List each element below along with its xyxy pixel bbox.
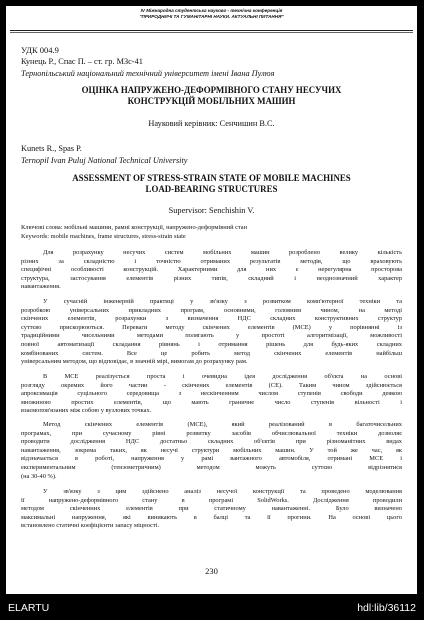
supervisor-en: Supervisor: Senchishin V. [168, 206, 255, 215]
header-rule [10, 30, 413, 31]
paragraph-line: встановлено статичні коефіцієнти запасу міцності. [21, 522, 160, 530]
paragraph-2 [21, 298, 402, 367]
paragraph-line: навантаження, зокрема таких, як несучі структури мобільних машин. У той же час, як [21, 446, 402, 454]
keywords-ua: Ключові слова: мобільні машини, рамні конструкції, напружено-деформівний стан [21, 224, 248, 231]
paragraph-line: розгляду окремих його частин - скінчених елементів (СЕ). Таким чином здійснюється [21, 381, 402, 389]
paragraph-5 [21, 488, 402, 531]
title-ua-line-2: КОНСТРУКЦІЙ МОБІЛЬНИХ МАШИН [127, 96, 296, 106]
paragraph-line: У сучасній інженерній практиці у зв'язку з розвитком комп'ютерної техніки та [43, 298, 402, 305]
paragraph-line: У зв'язку з цим здійснено аналіз несучої конструкції та проведено моделювання [43, 488, 402, 495]
header-rule-thin [10, 32, 413, 33]
authors-en: Kunets R., Spas P. [21, 144, 82, 153]
authors-ua: Кунець Р., Спас П. – ст. гр. МЗс-41 [21, 57, 143, 66]
repository-label: ELARTU [8, 602, 50, 614]
title-en-line-1: ASSESSMENT OF STRESS-STRAIN STATE OF MOBILE MACHINES [72, 173, 351, 183]
paragraph-line: множиною простих елементів, що мають граничне число ступенів вільності і [21, 398, 402, 406]
paragraph-line: В МСЕ реалізується проста і очевидна ідея дослідження об'єкта на основі [43, 373, 402, 380]
title-ua [6, 85, 417, 107]
conference-header-line-2: "ПРИРОДНИЧІ ТА ГУМАНІТАРНІ НАУКИ. АКТУАЛЬНІ ПИТАННЯ" [139, 14, 284, 19]
paragraph-line: програмах, при сучасному рівні розвитку засобів обчислювальної техніки дозволяє [21, 429, 402, 437]
paragraph-line: навантаження. [21, 283, 61, 291]
keywords-en: Keywords: mobile machines, frame structures, stress-strain state [21, 233, 186, 240]
paragraph-line: суттєво прискорюються. Переваги методу скінчених елементів (МСЕ) у порівнянні із [21, 323, 402, 331]
title-ua-line-1: ОЦІНКА НАПРУЖЕНО-ДЕФОРМІВНОГО СТАНУ НЕСУЧИХ [81, 85, 342, 95]
paragraph-line: Для розрахунку несучих систем мобільних машин розроблено велику кількість [43, 249, 402, 256]
conference-header [6, 8, 417, 20]
paragraph-line: повної автоматизації складання рівнянь і отримання рішень для будь-яких складних [21, 340, 402, 348]
title-en [6, 173, 417, 195]
paragraph-line: (на 30-40 %). [21, 472, 57, 480]
paragraph-line: різних за складністю і точністю отриманих результатів методів, що враховують [21, 257, 402, 265]
paper-page [6, 6, 417, 594]
conference-header-line-1: IV Міжнародна студентська науково - технічна конференція [140, 8, 283, 13]
paragraph-line: традиційними чисельними методами полягають у простоті алгоритмізації, можливості [21, 332, 402, 340]
supervisor-ua: Науковий керівник: Сенчишин В.С. [148, 119, 275, 128]
paragraph-line: її напружено-деформівного стану в програмі SolidWorks. Дослідження проводили [21, 496, 402, 504]
paragraph-line: Метод скінчених елементів (МСЕ), який реалізований в багаточисельних [43, 421, 402, 428]
paragraph-line: розробкою універсальних прикладних програм, основними, головним чином, на методі [21, 306, 402, 314]
affiliation-en: Ternopil Ivan Puluj National Technical University [21, 156, 188, 165]
paragraph-line: апроксимація суцільного середовища з нескінченним числом ступенів свободи деякою [21, 390, 402, 398]
paragraph-line: проводити дослідження НДС достатньо складних об'єктів при різноманітних видах [21, 438, 402, 446]
paragraph-line: скінчених елементів, розрахунки з визначення НДС складних конструктивних структур [21, 315, 402, 323]
page-number: 230 [205, 566, 218, 576]
paragraph-line: максимальні напруження, які виникають в балці та її прогини. На основі цього [21, 513, 402, 521]
udk-code: УДК 004.9 [21, 45, 59, 55]
paragraph-line: універсальним методом, що відповідає, в значній мірі, вимогам до розрахунку рам. [21, 358, 248, 366]
paragraph-line: експериментальним (тензометричним) методом можуть суттєво відрізнятися [21, 463, 402, 471]
paragraph-1 [21, 249, 402, 292]
paragraph-line: специфічні особливості конструкцій. Характерними для них є нерегулярна просторова [21, 266, 402, 274]
paragraph-line: структура, застосування елементів різних типів, складний і неоднозначний характер [21, 274, 402, 282]
paragraph-line: методом скінченних елементів при статичному навантаженні. Було визначено [21, 505, 402, 513]
paragraph-line: відзначається в роботі, напруження у рамі вантажного автомобіля, отримані МСЕ і [21, 455, 402, 463]
paragraph-4 [21, 421, 402, 481]
paragraph-line: взаємопов'язаних між собою у вузлових точках. [21, 407, 152, 415]
paragraph-line: комбінованих систем. Все це робить метод скінчених елементів найбільш [21, 349, 402, 357]
affiliation-ua: Тернопільський національний технічний університет імені Івана Пулюя [21, 69, 275, 78]
paragraph-3 [21, 373, 402, 416]
handle-link[interactable]: hdl:lib/36112 [357, 602, 416, 614]
title-en-line-2: LOAD-BEARING STRUCTURES [145, 184, 278, 194]
